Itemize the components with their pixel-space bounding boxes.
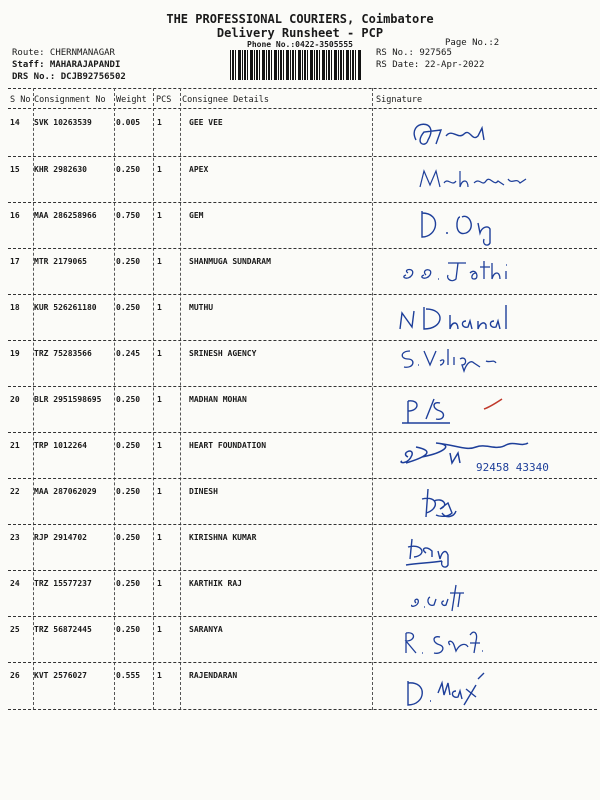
table-row	[8, 110, 597, 156]
signature	[386, 110, 596, 156]
row-weight: 0.250	[116, 625, 141, 634]
drs-number: DRS No.: DCJB92756502	[12, 72, 126, 82]
signature	[386, 249, 596, 295]
row-weight: 0.250	[116, 487, 141, 496]
col-consignment: Consignment No	[34, 95, 106, 105]
company-title: THE PROFESSIONAL COURIERS, Coimbatore	[166, 12, 434, 26]
row-weight: 0.250	[116, 165, 141, 174]
row-weight: 0.250	[116, 441, 141, 450]
rs-date: RS Date: 22-Apr-2022	[376, 60, 485, 70]
row-pcs: 1	[157, 487, 162, 496]
phone-number: Phone No.:0422-3505555	[247, 40, 353, 49]
row-consignment: TRZ 15577237	[34, 579, 92, 588]
row-weight: 0.250	[116, 533, 141, 542]
row-consignee: SARANYA	[189, 625, 223, 634]
row-consignment: SVK 10263539	[34, 118, 92, 127]
col-weight: Weight	[116, 95, 147, 105]
row-consignment: MAA 286258966	[34, 211, 97, 220]
row-consignee: MADHAN MOHAN	[189, 395, 247, 404]
row-weight: 0.245	[116, 349, 141, 358]
row-pcs: 1	[157, 349, 162, 358]
route: Route: CHERNMANAGAR	[12, 48, 115, 58]
row-consignee: KIRISHNA KUMAR	[189, 533, 257, 542]
row-sno: 21	[10, 441, 20, 450]
row-pcs: 1	[157, 395, 162, 404]
row-consignment: TRZ 75283566	[34, 349, 92, 358]
signature	[386, 341, 596, 387]
signature	[386, 571, 596, 617]
row-consignee: APEX	[189, 165, 209, 174]
row-pcs: 1	[157, 118, 162, 127]
row-consignee: GEM	[189, 211, 204, 220]
signature	[386, 203, 596, 249]
col-consignee: Consignee Details	[182, 95, 269, 105]
signature	[386, 525, 596, 571]
table-row	[8, 157, 597, 203]
row-consignment: KUR 526261180	[34, 303, 97, 312]
signature	[386, 617, 596, 663]
table-row	[8, 525, 597, 571]
col-signature: Signature	[376, 95, 423, 105]
table-row	[8, 295, 597, 341]
row-sno: 25	[10, 625, 20, 634]
table-row	[8, 479, 597, 525]
row-weight: 0.250	[116, 257, 141, 266]
row-consignment: KVT 2576027	[34, 671, 87, 680]
table-row	[8, 663, 597, 709]
signature	[386, 387, 596, 433]
table-row	[8, 387, 597, 433]
svg-text:92458 43340: 92458 43340	[476, 461, 549, 474]
row-pcs: 1	[157, 303, 162, 312]
row-consignee: KARTHIK RAJ	[189, 579, 242, 588]
table-row	[8, 617, 597, 663]
table-row	[8, 249, 597, 295]
table-row	[8, 341, 597, 387]
signature	[386, 157, 596, 203]
row-sno: 19	[10, 349, 20, 358]
row-rule	[8, 709, 597, 710]
row-sno: 26	[10, 671, 20, 680]
barcode	[230, 50, 362, 80]
row-pcs: 1	[157, 257, 162, 266]
row-consignee: MUTHU	[189, 303, 214, 312]
row-sno: 18	[10, 303, 20, 312]
row-consignee: RAJENDARAN	[189, 671, 238, 680]
row-pcs: 1	[157, 579, 162, 588]
row-consignment: KHR 2982630	[34, 165, 87, 174]
runsheet-subtitle: Delivery Runsheet - PCP	[216, 26, 384, 40]
row-consignee: SHANMUGA SUNDARAM	[189, 257, 271, 266]
row-weight: 0.250	[116, 395, 141, 404]
signature	[386, 663, 596, 709]
row-sno: 16	[10, 211, 20, 220]
row-sno: 22	[10, 487, 20, 496]
row-consignment: TRZ 56872445	[34, 625, 92, 634]
row-sno: 17	[10, 257, 20, 266]
row-sno: 15	[10, 165, 20, 174]
row-consignment: MTR 2179065	[34, 257, 87, 266]
row-consignee: DINESH	[189, 487, 218, 496]
row-consignment: TRP 1012264	[34, 441, 87, 450]
row-sno: 20	[10, 395, 20, 404]
row-consignee: SRINESH AGENCY	[189, 349, 257, 358]
table-row	[8, 203, 597, 249]
table-row	[8, 571, 597, 617]
row-consignee: HEART FOUNDATION	[189, 441, 267, 450]
header-bottom-rule	[8, 108, 597, 109]
col-sno: S No	[10, 95, 31, 105]
row-pcs: 1	[157, 165, 162, 174]
col-pcs: PCS	[156, 95, 172, 105]
row-sno: 23	[10, 533, 20, 542]
row-weight: 0.250	[116, 303, 141, 312]
signature	[386, 479, 596, 525]
row-weight: 0.555	[116, 671, 141, 680]
row-sno: 14	[10, 118, 20, 127]
table-row	[8, 433, 597, 479]
header-top-rule	[8, 88, 597, 89]
row-weight: 0.250	[116, 579, 141, 588]
row-pcs: 1	[157, 671, 162, 680]
signature	[386, 433, 596, 479]
row-pcs: 1	[157, 533, 162, 542]
rs-number: RS No.: 927565	[376, 48, 452, 58]
row-pcs: 1	[157, 625, 162, 634]
row-consignment: RJP 2914702	[34, 533, 87, 542]
row-weight: 0.005	[116, 118, 141, 127]
row-consignee: GEE VEE	[189, 118, 223, 127]
staff: Staff: MAHARAJAPANDI	[12, 60, 121, 70]
row-weight: 0.750	[116, 211, 141, 220]
row-pcs: 1	[157, 441, 162, 450]
page-number: Page No.:2	[445, 38, 500, 48]
row-pcs: 1	[157, 211, 162, 220]
row-sno: 24	[10, 579, 20, 588]
row-consignment: BLR 2951598695	[34, 395, 102, 404]
signature	[386, 295, 596, 341]
row-consignment: MAA 287062029	[34, 487, 97, 496]
